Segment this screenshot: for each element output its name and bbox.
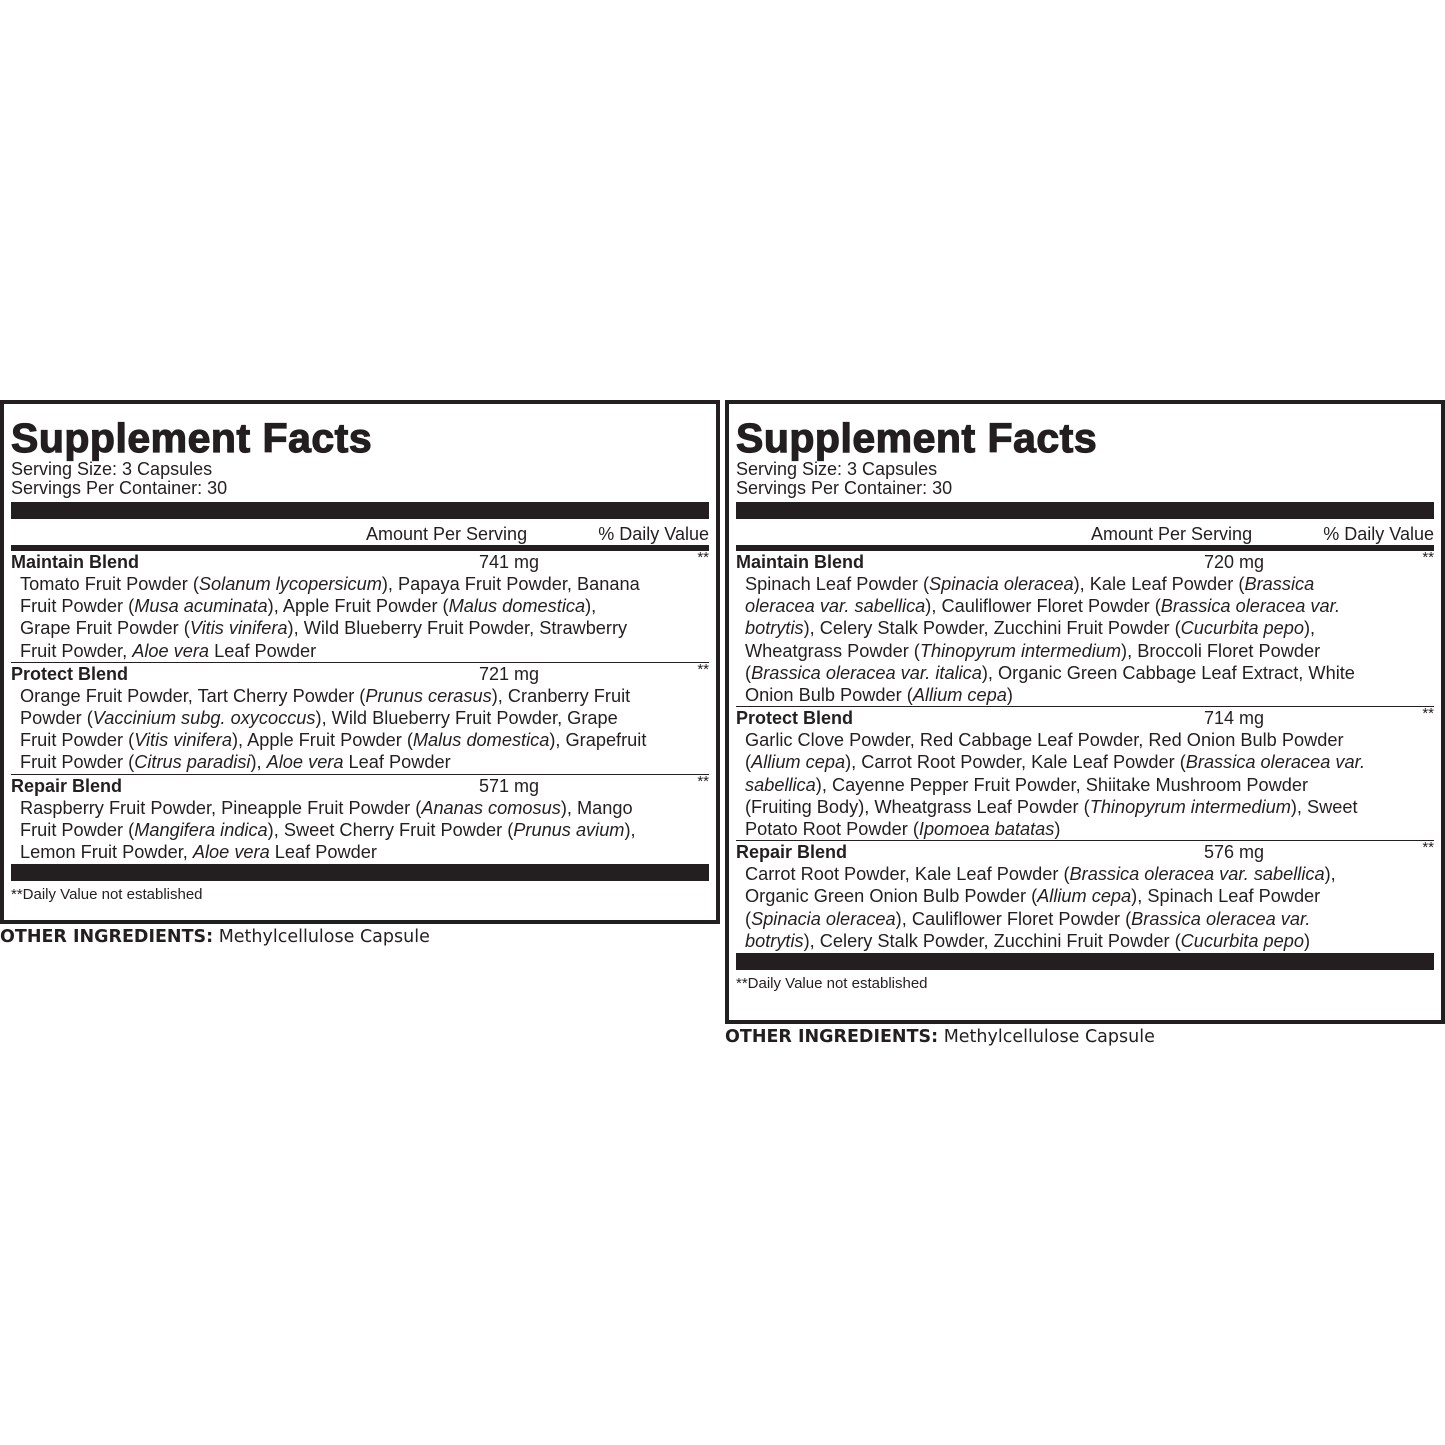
blend-ingredients	[11, 685, 709, 774]
botanical-name: Ananas comosus	[421, 797, 561, 818]
facts-title: Supplement Facts	[11, 415, 373, 461]
blend-daily-value: **	[1422, 839, 1434, 857]
ingredient-text: ), Broccoli Floret Powder (	[745, 640, 1321, 683]
other-ingredients-value: Methylcellulose Capsule	[938, 1027, 1155, 1047]
ingredient-text: ), Wild Blueberry Fruit Powder, Grape Fruit Powder (	[20, 708, 618, 751]
botanical-name: Brassica oleracea var. sabellica	[745, 574, 1315, 617]
botanical-name: Vitis vinifera	[189, 618, 288, 639]
botanical-name: Solanum lycopersicum	[198, 574, 382, 594]
ingredient-text: ), Cauliflower Floret Powder (	[925, 596, 1161, 617]
botanical-name: Cucurbita pepo	[1180, 930, 1304, 951]
ingredient-text: )	[1304, 930, 1311, 951]
blend-amount: 714 mg	[1204, 708, 1265, 729]
botanical-name: Spinacia oleracea	[751, 908, 896, 929]
botanical-name: Brassica oleracea var. sabellica	[745, 752, 1366, 795]
other-ingredients-label: OTHER INGREDIENTS:	[0, 927, 214, 947]
facts-title: Supplement Facts	[736, 415, 1098, 461]
facts-box	[0, 400, 720, 924]
divider-bar-bottom	[736, 953, 1434, 970]
blend-ingredients	[736, 729, 1434, 840]
ingredient-text: Leaf Powder	[343, 752, 451, 773]
blend-row	[11, 662, 709, 774]
blend-ingredients	[11, 797, 709, 864]
ingredient-text: ), Celery Stalk Powder, Zucchini Fruit Powder (	[803, 930, 1181, 951]
botanical-name: Allium cepa	[1037, 886, 1132, 907]
divider-bar-top	[736, 502, 1434, 519]
ingredient-text: Orange Fruit Powder, Tart Cherry Powder (	[20, 685, 366, 706]
ingredient-text: ), Grape Fruit Powder (	[20, 596, 597, 639]
blend-name: Protect Blend	[11, 663, 129, 684]
ingredient-text: Spinach Leaf Powder (	[745, 574, 930, 594]
ingredient-text: )	[1006, 685, 1013, 706]
serving-size: Serving Size: 3 Capsules	[736, 459, 938, 479]
botanical-name: Vaccinium subg. oxycoccus	[92, 708, 316, 729]
daily-value-header: % Daily Value	[598, 524, 709, 544]
amount-per-serving-header: Amount Per Serving	[366, 524, 528, 544]
botanical-name: Brassica oleracea var. botrytis	[745, 596, 1341, 639]
botanical-name: Aloe vera	[192, 842, 270, 863]
ingredient-text: ), Organic Green Cabbage Leaf Extract, White Onion Bulb Powder (	[745, 662, 1355, 706]
serving-size: Serving Size: 3 Capsules	[11, 459, 213, 479]
blend-row	[736, 706, 1434, 840]
blend-row	[736, 840, 1434, 952]
ingredient-text: Leaf Powder	[269, 842, 377, 863]
botanical-name: Allium cepa	[912, 685, 1007, 706]
botanical-name: Prunus cerasus	[365, 685, 492, 706]
blend-amount: 721 mg	[479, 663, 540, 684]
ingredient-text: ), Lemon Fruit Powder,	[20, 819, 636, 863]
footnote: **Daily Value not established	[736, 975, 928, 993]
ingredient-text: ), Papaya Fruit Powder, Banana Fruit Powder (	[20, 574, 640, 617]
other-ingredients-label: OTHER INGREDIENTS:	[725, 1027, 939, 1047]
ingredient-text: ), Organic Green Onion Bulb Powder (	[745, 864, 1336, 907]
ingredient-text: ), Wheatgrass Powder (	[745, 618, 1316, 661]
ingredient-text: ), Apple Fruit Powder (	[267, 596, 449, 617]
botanical-name: Thinopyrum intermedium	[1089, 796, 1291, 817]
blend-amount: 741 mg	[479, 552, 540, 572]
ingredient-text: Leaf Powder	[209, 640, 317, 661]
blend-name: Maintain Blend	[736, 552, 865, 572]
blend-name: Maintain Blend	[11, 552, 140, 572]
blend-name: Repair Blend	[736, 842, 848, 863]
ingredient-text: Garlic Clove Powder, Red Cabbage Leaf Powder, Red Onion Bulb Powder (	[745, 730, 1344, 773]
blend-ingredients	[11, 573, 709, 662]
ingredient-text: Tomato Fruit Powder (	[20, 574, 199, 594]
botanical-name: Aloe vera	[266, 752, 344, 773]
botanical-name: Prunus avium	[513, 819, 625, 840]
blend-daily-value: **	[697, 660, 709, 678]
blend-daily-value: **	[1422, 549, 1434, 566]
ingredient-text: ), Celery Stalk Powder, Zucchini Fruit Powder (	[803, 618, 1181, 639]
divider-bar-bottom	[11, 864, 709, 881]
botanical-name: Thinopyrum intermedium	[919, 640, 1122, 661]
ingredient-text: ),	[250, 752, 267, 773]
botanical-name: Musa acuminata	[134, 596, 268, 617]
blend-ingredients	[736, 863, 1434, 952]
botanical-name: Cucurbita pepo	[1180, 618, 1304, 639]
ingredient-text: Carrot Root Powder, Kale Leaf Powder (	[745, 864, 1070, 885]
botanical-name: Vitis vinifera	[134, 730, 232, 751]
ingredient-text: Raspberry Fruit Powder, Pineapple Fruit Powder (	[20, 797, 422, 818]
ingredient-text: ), Cranberry Fruit Powder (	[20, 685, 631, 729]
botanical-name: Citrus paradisi	[134, 752, 251, 773]
blend-amount: 576 mg	[1204, 842, 1265, 863]
ingredient-text: )	[1054, 819, 1061, 840]
ingredient-text: ), Sweet Potato Root Powder (	[745, 796, 1358, 840]
blend-ingredients	[736, 573, 1434, 706]
other-ingredients	[725, 1026, 1445, 1048]
facts-box	[725, 400, 1445, 1024]
blend-row	[736, 551, 1434, 706]
ingredient-text: ), Cayenne Pepper Fruit Powder, Shiitake Mushroom Powder (Fruiting Body), Wheatgrass Leaf Powder (	[745, 774, 1309, 817]
botanical-name: Aloe vera	[132, 640, 210, 661]
botanical-name: Brassica oleracea var. sabellica	[1069, 864, 1325, 885]
servings-per-container: Servings Per Container: 30	[736, 478, 953, 498]
other-ingredients	[0, 926, 720, 948]
ingredient-text: ), Cauliflower Floret Powder (	[895, 908, 1132, 929]
botanical-name: Malus domestica	[448, 596, 586, 617]
botanical-name: Allium cepa	[751, 752, 846, 773]
amount-per-serving-header: Amount Per Serving	[1091, 524, 1253, 544]
column-header	[736, 523, 1434, 545]
supplement-facts-panel-left	[0, 400, 720, 948]
botanical-name: Spinacia oleracea	[929, 574, 1074, 594]
ingredient-text: ), Apple Fruit Powder (	[231, 730, 413, 751]
blend-row	[11, 774, 709, 864]
botanical-name: Brassica oleracea var. botrytis	[745, 908, 1311, 951]
botanical-name: Ipomoea batatas	[918, 819, 1055, 840]
blend-daily-value: **	[697, 772, 709, 790]
footnote: **Daily Value not established	[11, 886, 203, 904]
blend-name: Protect Blend	[736, 708, 854, 729]
blend-daily-value: **	[697, 549, 709, 566]
blend-daily-value: **	[1422, 705, 1434, 723]
column-header	[11, 523, 709, 545]
blend-amount: 571 mg	[479, 775, 540, 796]
other-ingredients-value: Methylcellulose Capsule	[213, 927, 430, 947]
divider-bar-top	[11, 502, 709, 519]
ingredient-text: ), Kale Leaf Powder (	[1073, 574, 1245, 594]
blend-name: Repair Blend	[11, 775, 123, 796]
ingredient-text: ), Wild Blueberry Fruit Powder, Strawberry Fruit Powder,	[20, 618, 628, 661]
botanical-name: Malus domestica	[412, 730, 550, 751]
ingredient-text: ), Mango Fruit Powder (	[20, 797, 633, 840]
ingredient-text: ), Sweet Cherry Fruit Powder (	[267, 819, 514, 840]
botanical-name: Brassica oleracea var. italica	[751, 662, 982, 683]
ingredient-text: ), Spinach Leaf Powder (	[745, 886, 1321, 929]
blend-row	[11, 551, 709, 662]
daily-value-header: % Daily Value	[1323, 524, 1434, 544]
supplement-facts-panel-right	[725, 400, 1445, 1048]
ingredient-text: ), Carrot Root Powder, Kale Leaf Powder (	[845, 752, 1186, 773]
servings-per-container: Servings Per Container: 30	[11, 478, 228, 498]
ingredient-text: ), Grapefruit Fruit Powder (	[20, 730, 647, 773]
botanical-name: Mangifera indica	[134, 819, 268, 840]
blend-amount: 720 mg	[1204, 552, 1265, 572]
